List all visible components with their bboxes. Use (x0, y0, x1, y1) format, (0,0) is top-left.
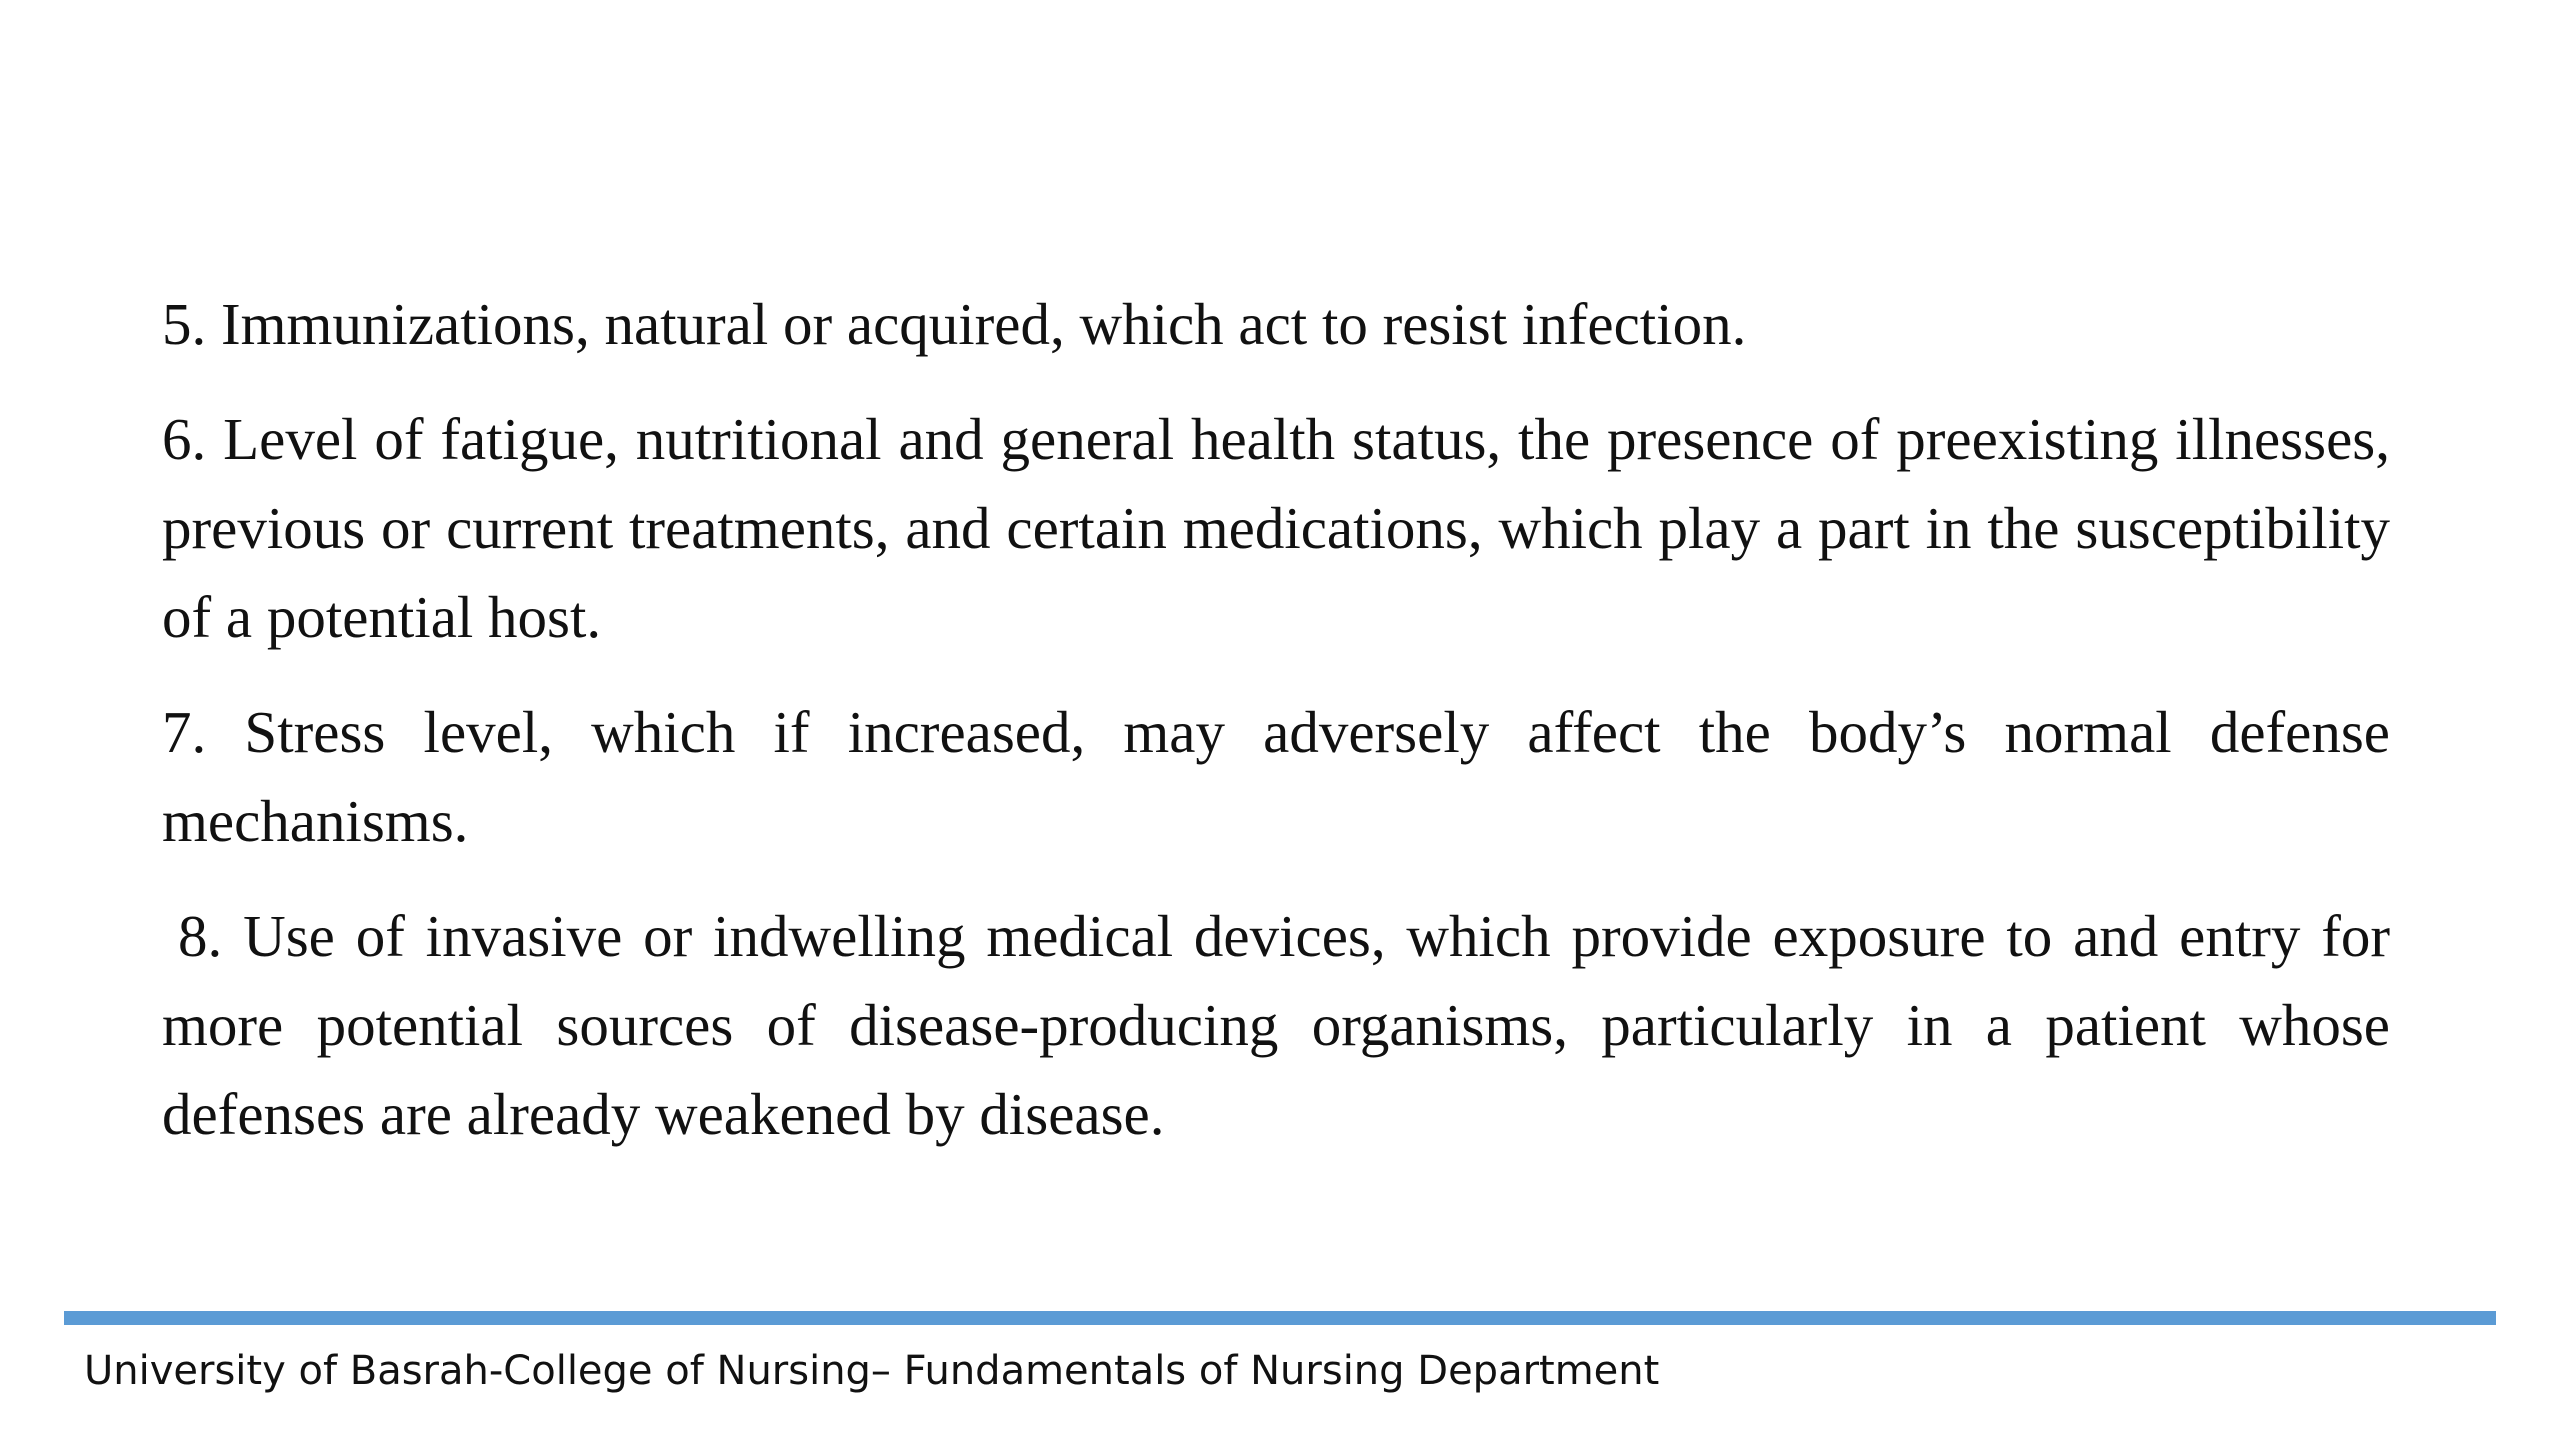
footer-text: University of Basrah-College of Nursing– Fundamentals of Nursing Department (84, 1348, 1660, 1394)
list-item-5: 5. Immunizations, natural or acquired, which act to resist infection. (162, 291, 1747, 357)
footer-divider (64, 1311, 2496, 1325)
slide-body (162, 280, 2390, 1185)
list-item-7: 7. Stress level, which if increased, may adversely affect the body’s normal defense mechanisms. (162, 699, 2390, 854)
list-item-6: 6. Level of fatigue, nutritional and general health status, the presence of preexisting illnesses, previous or current treatments, and certain medications, which play a part in the susceptibility of a potential host. (162, 406, 2390, 650)
list-item-8: 8. Use of invasive or indwelling medical devices, which provide exposure to and entry for more potential sources of disease-producing organisms, particularly in a patient whose defenses are already weakened by disease. (162, 903, 2390, 1147)
